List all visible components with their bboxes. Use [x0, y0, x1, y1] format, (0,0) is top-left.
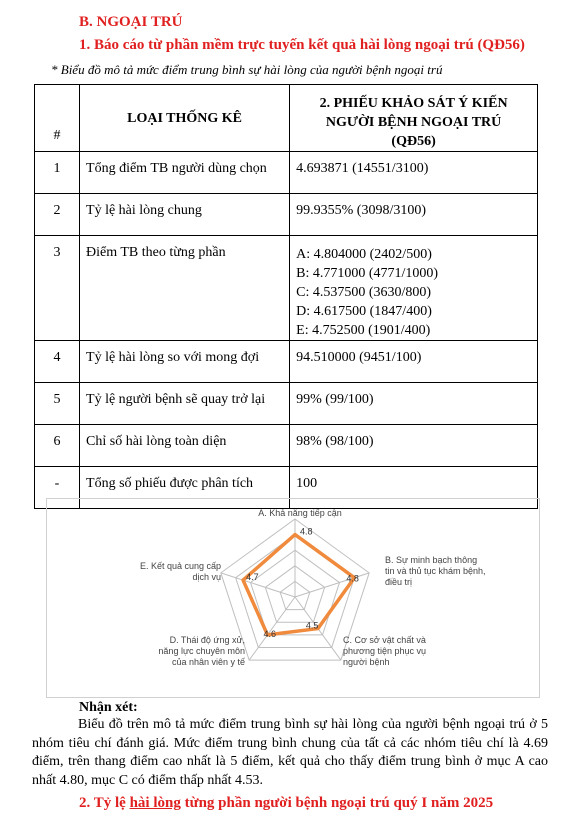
remark-title: Nhận xét: [79, 700, 138, 715]
part-score-d: D: 4.617500 (1847/400) [296, 304, 432, 319]
row-num: - [35, 467, 80, 509]
row-label: Chỉ số hài lòng toàn diện [80, 425, 290, 467]
section-title: B. NGOẠI TRÚ [79, 14, 183, 30]
row-value: 4.693871 (14551/3100) [290, 152, 538, 194]
next-section-underlined: hài lòng [129, 795, 181, 811]
part-score-c: C: 4.537500 (3630/800) [296, 285, 432, 300]
row-value: 94.510000 (9451/100) [290, 341, 538, 383]
statistics-table [34, 84, 538, 509]
row-value: 100 [290, 467, 538, 509]
part-score-a: A: 4.804000 (2402/500) [296, 247, 432, 262]
data-label: 4.6 [263, 628, 277, 639]
next-section-title [79, 795, 493, 812]
table-row [35, 236, 538, 341]
row-label: Tổng điểm TB người dùng chọn [80, 152, 290, 194]
data-label: 4.8 [300, 526, 313, 537]
row-num: 2 [35, 194, 80, 236]
header-survey: 2. PHIẾU KHẢO SÁT Ý KIẾN NGƯỜI BỆNH NGOẠI TRÚ (QĐ56) [290, 85, 538, 152]
row-label: Tỷ lệ hài lòng chung [80, 194, 290, 236]
table-header-row [35, 85, 538, 152]
data-label: 4.5 [305, 620, 319, 631]
table-row [35, 425, 538, 467]
radar-chart-svg [47, 499, 539, 697]
row-label: Điểm TB theo từng phần [80, 236, 290, 341]
row-label: Tổng số phiếu được phân tích [80, 467, 290, 509]
table-row [35, 341, 538, 383]
part-score-e: E: 4.752500 (1901/400) [296, 323, 431, 338]
axis-label-b: B. Sự minh bạch thông tin và thủ tục khám bệnh, điều trị [385, 555, 486, 587]
chart-note: * Biểu đồ mô tả mức điểm trung bình sự hài lòng của người bệnh ngoại trú [51, 62, 443, 77]
axis-label-e: E. Kết quả cung cấp dịch vụ [139, 561, 221, 582]
data-label: 4.7 [246, 572, 259, 583]
axis-label-d: D. Thái độ ứng xử, năng lực chuyên môn của nhân viên y tế [158, 635, 245, 667]
header-type: LOẠI THỐNG KÊ [80, 85, 290, 152]
axis-label-c: C. Cơ sở vật chất và phương tiện phục vụ người bệnh [343, 635, 426, 667]
row-label: Tỷ lệ hài lòng so với mong đợi [80, 341, 290, 383]
row-num: 5 [35, 383, 80, 425]
axis-label-a: A. Khả năng tiếp cận [258, 508, 342, 518]
table-row [35, 194, 538, 236]
row-value: 99% (99/100) [290, 383, 538, 425]
header-num: # [35, 85, 80, 152]
row-num: 4 [35, 341, 80, 383]
row-value [290, 236, 538, 341]
row-num: 3 [35, 236, 80, 341]
part-score-b: B: 4.771000 (4771/1000) [296, 266, 439, 281]
row-label: Tỷ lệ người bệnh sẽ quay trở lại [80, 383, 290, 425]
row-value: 99.9355% (3098/3100) [290, 194, 538, 236]
data-label: 4.8 [346, 573, 359, 584]
radar-chart [46, 498, 540, 698]
remark-text: Biểu đồ trên mô tả mức điểm trung bình sự hài lòng của người bệnh ngoại trú ở 5 nhóm tiêu chí đánh giá. Mức điểm trung bình chung của tất cả các nhóm tiêu chí là 4.69 điểm, trên thang điểm cao nhất là 5 điểm, kết quả cho thấy điểm trung bình ở mục A cao nhất 4.80, mục C có điểm thấp nhất 4.53. [32, 717, 548, 788]
subsection-title: 1. Báo cáo từ phần mềm trực tuyến kết quả hài lòng ngoại trú (QĐ56) [79, 37, 525, 53]
row-num: 1 [35, 152, 80, 194]
table-row [35, 152, 538, 194]
next-section-suffix: từng phần người bệnh ngoại trú quý I năm 2025 [180, 795, 494, 811]
row-num: 6 [35, 425, 80, 467]
table-row [35, 383, 538, 425]
row-value: 98% (98/100) [290, 425, 538, 467]
next-section-prefix: 2. Tỷ lệ [79, 795, 130, 811]
